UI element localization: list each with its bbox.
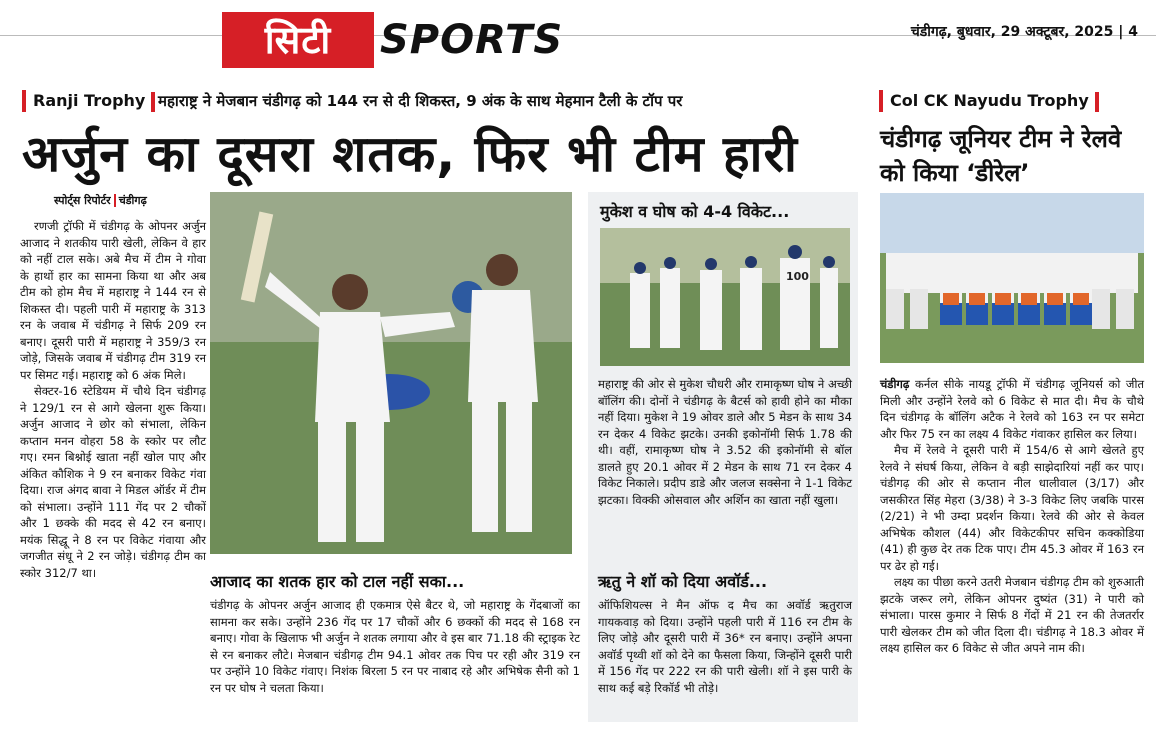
section-tag-nayudu — [879, 90, 1105, 112]
jersey-number: 100 — [786, 270, 809, 283]
ranji-subheadline: महाराष्ट्र ने मेजबान चंडीगढ़ को 144 रन से दी शिकस्त, 9 अंक के साथ मेहमान टैली के टॉप पर — [158, 92, 683, 110]
byline — [54, 193, 147, 208]
mukesh-subheading: मुकेश व घोष को 4-4 विकेट... — [600, 202, 790, 221]
dateline: चंडीगढ़, बुधवार, 29 अक्टूबर, 2025 | 4 — [910, 24, 1138, 40]
nayudu-paragraph-text: कर्नल सीके नायडू ट्रॉफी में चंडीगढ़ जूनियर्स को जीत मिली और उन्होंने रेलवे को 6 विकेट से मात दी। मैच के चौथे दिन चंडीगढ़ के बॉलिंग अटैक ने रेलवे को 163 रन पर समेटा और फिर 75 रन का लक्ष्य 4 विकेट गंवाकर हासिल कर लिया। — [880, 377, 1144, 441]
nayudu-tag-label: Col CK Nayudu Trophy — [890, 91, 1089, 110]
tag-divider — [151, 92, 155, 112]
nayudu-paragraph: लक्ष्य का पीछा करने उतरी मेजबान चंडीगढ़ टीम को शुरुआती झटके जरूर लगे, लेकिन ओपनर दुष्यंत (31) ने पारी को संभाला। पारस कुमार ने सिर्फ 8 गेंदों में 21 रन की तेजतर्रार पारी खेलकर टीम को जीत दिला दी। चंडीगढ़ ने 18.3 ओवर में लक्ष्य हासिल कर 6 विकेट से जीत अपने नाम की। — [880, 575, 1144, 655]
byline-reporter: स्पोर्ट्स रिपोर्टर — [54, 194, 111, 207]
azad-body — [210, 597, 580, 696]
mukesh-paragraph: महाराष्ट्र की ओर से मुकेश चौधरी और रामाकृष्ण घोष ने अच्छी बॉलिंग की। दोनों ने चंडीगढ़ के बैटर्स को हावी होने का मौका नहीं दिया। मुकेश ने 19 ओवर डाले और 5 मेडन के साथ 34 रन देकर 4 विकेट झटके। उनकी इकोनॉमी सिर्फ 1.78 की थी। वहीं, रामाकृष्ण घोष ने 3.52 की इकोनॉमी से बॉल डालते हुए 20.1 ओवर में 2 मेडन के साथ 71 रन देकर 4 विकेट निकाले। प्रदीप डाडे और जलज सक्सेना ने 1-1 विकेट झटका। विक्की ओसवाल और अर्शिन का खाता नहीं खुला। — [598, 377, 852, 507]
nayudu-paragraph: मैच में रेलवे ने दूसरी पारी में 154/6 से आगे खेलते हुए रेलवे ने संघर्ष किया, लेकिन वे बड़ी साझेदारियां नहीं कर पाए। चंडीगढ़ की ओर से कप्तान नील धालीवाल (3/17) और जसकीरत सिंह मेहरा (3/38) ने 3-3 विकेट लिए जबकि पारस (2/21) ने भी उम्दा प्रदर्शन किया। रेलवे की ओर से केवल अभिषेक कौशल (44) और विकेटकीपर सचिन कक्कोडिया (41) ही कुछ देर तक टिक पाए। टीम 45.3 ओवर में 163 रन पर ढेर हो गई। — [880, 443, 1144, 573]
azad-subheading: आजाद का शतक हार को टाल नहीं सका... — [210, 572, 465, 591]
nayudu-place-lead: चंडीगढ़ — [880, 377, 910, 391]
arjun-azad-photo — [210, 192, 572, 554]
section-tag-ranji — [22, 90, 161, 112]
sports-logo-text: SPORTS — [380, 17, 564, 63]
nayudu-headline: चंडीगढ़ जूनियर टीम ने रेलवे को किया ‘डीरेल’ — [880, 125, 1122, 187]
ritu-subheading: ऋतु ने शॉ को दिया अवॉर्ड... — [598, 572, 768, 591]
mukesh-ghosh-photo — [600, 228, 850, 366]
tag-divider — [1095, 92, 1099, 112]
azad-paragraph: चंडीगढ़ के ओपनर अर्जुन आजाद ही एकमात्र ऐसे बैटर थे, जो महाराष्ट्र के गेंदबाजों का सामना कर सके। उन्होंने 236 गेंद पर 17 चौकों और 6 छक्कों की मदद से 168 रन बनाए। गोवा के खिलाफ भी अर्जुन ने शतक लगाया और वे इस बार 71.18 की स्ट्राइक रेट से रन बनाकर लौटे। मेजबान चंडीगढ़ टीम 94.1 ओवर तक पिच पर रही और 319 रन पर उन्होंने 10 विकेट गंवाए। निशंक बिरला 5 रन पर नाबाद रहे और अभिषेक सैनी को 1 रन पर घोष ने चलता किया। — [210, 598, 580, 695]
ranji-body-column — [20, 218, 206, 581]
main-headline: अर्जुन का दूसरा शतक, फिर भी टीम हारी — [22, 125, 798, 183]
ranji-paragraph: सेक्टर-16 स्टेडियम में चौथे दिन चंडीगढ़ ने 129/1 रन से आगे खेलना शुरू किया। अर्जुन आजाद ने छोर को संभाला, लेकिन कप्तान मनन वोहरा 58 के स्कोर पर लौट गए। रमन बिश्नोई खाता नहीं खोल पाए और अंकित कौशिक ने 9 रन बनाकर विकेट गंवा दिया। राज अंगद बावा ने मिडल ऑर्डर में टीम को संभाला। उन्होंने 111 गेंद पर 2 चौकों और 1 छक्के की मदद से 42 रन बनाए। मयंक सिद्धू ने 8 रन पर विकेट गंवाया और जगजीत संधू ने 2 रन जोड़े। चंडीगढ़ टीम का स्कोर 312/7 था। — [20, 384, 206, 580]
ranji-tag-label: Ranji Trophy — [33, 91, 146, 110]
ranji-paragraph: रणजी ट्रॉफी में चंडीगढ़ के ओपनर अर्जुन आजाद ने शतकीय पारी खेली, लेकिन वे हार को नहीं टाल सके। अबे मैच में टीम ने गोवा के हाथों हार का सामना किया था और अब टीम को होम मैच में महाराष्ट्र ने 144 रन से शिकस्त दी। पहली पारी में महाराष्ट्र के 313 रन के जवाब में चंडीगढ़ ने सिर्फ 209 रन बनाए। दूसरी पारी में महाराष्ट्र ने 359/3 रन जोड़े, जिसके जवाब में चंडीगढ़ टीम 319 रन पर सिमट गई। महाराष्ट्र को 6 अंक मिले। — [20, 219, 206, 382]
ritu-paragraph: ऑफिशियल्स ने मैन ऑफ द मैच का अवॉर्ड ऋतुराज गायकवाड़ को दिया। उन्होंने पहली पारी में 116 रन टीम के लिए जोड़े और दूसरी पारी में 36* रन बनाए। उन्होंने अपना अवॉर्ड पृथ्वी शॉ को देने का फैसला किया, जिन्होंने दूसरी पारी में 156 गेंद पर 222 रन की पारी खेली। शॉ ने इस पारी के साथ कई बड़े रिकॉर्ड भी तोड़े। — [598, 598, 852, 695]
nayudu-team-photo — [880, 193, 1144, 363]
mukesh-body — [598, 376, 852, 508]
nayudu-body — [880, 376, 1144, 657]
nayudu-paragraph — [880, 376, 1144, 442]
ritu-body — [598, 597, 852, 696]
city-logo: सिटी — [222, 12, 374, 68]
byline-place: चंडीगढ़ — [118, 194, 147, 207]
